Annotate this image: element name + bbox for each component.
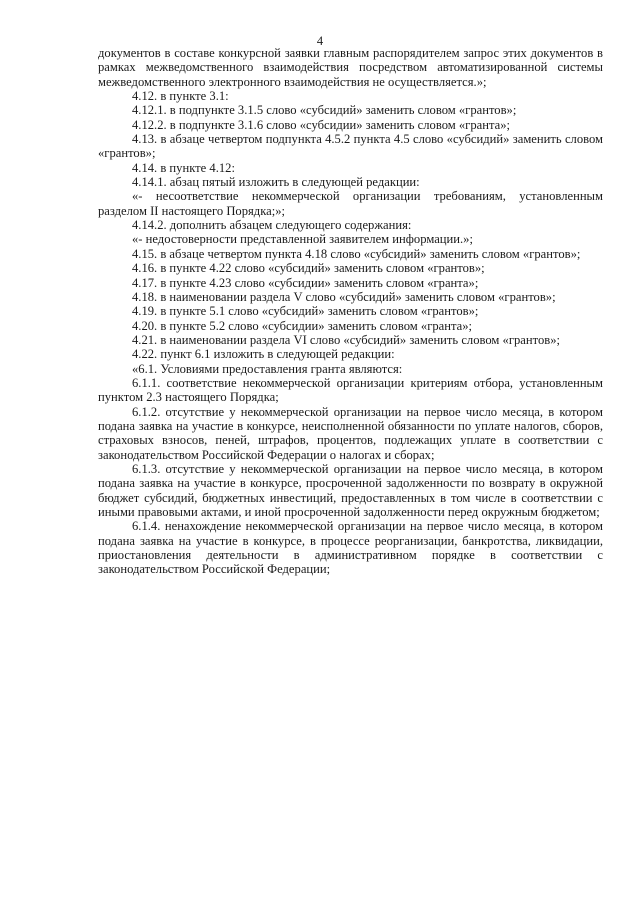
page-number: 4	[316, 34, 324, 48]
paragraph: 6.1.2. отсутствие у некоммерческой организации на первое число месяца, в котором подана заявка на участие в конкурсе, неисполненной обязанности по уплате налогов, сборов, страховых взносов, пеней, штрафов, процентов, подлежащих уплате в соответствии с законодательством Российской Федерации о налогах и сборах;	[98, 404, 603, 462]
paragraph: 4.16. в пункте 4.22 слово «субсидий» заменить словом «грантов»;	[132, 261, 485, 276]
paragraph: 4.13. в абзаце четвертом подпункта 4.5.2 пункта 4.5 слово «субсидий» заменить словом «грантов»;	[98, 132, 603, 161]
paragraph: 4.12.2. в подпункте 3.1.6 слово «субсидии» заменить словом «гранта»;	[132, 117, 510, 132]
paragraph: 4.17. в пункте 4.23 слово «субсидии» заменить словом «гранта»;	[132, 275, 479, 290]
paragraph: 6.1.3. отсутствие у некоммерческой организации на первое число месяца, в котором подана заявка на участие в конкурсе, просроченной задолженности по возврату в окружной бюджет субсидий, бюджетных инвестиций, предоставленных в том числе в соответствии с иными правовыми актами, и иной просроченной задолженности перед окружным бюджетом;	[98, 461, 603, 519]
paragraph: «6.1. Условиями предоставления гранта являются:	[132, 361, 403, 376]
paragraph: 4.18. в наименовании раздела V слово «субсидий» заменить словом «грантов»;	[132, 289, 556, 304]
paragraph: «- недостоверности представленной заявителем информации.»;	[132, 232, 473, 247]
paragraph: 4.14.2. дополнить абзацем следующего содержания:	[132, 218, 412, 233]
paragraph: документов в составе конкурсной заявки главным распорядителем запрос этих документов в рамках межведомственного взаимодействия посредством автоматизированной системы межведомственного электронного взаимодействия не осуществляется.»;	[98, 46, 603, 89]
paragraph: 6.1.4. ненахождение некоммерческой организации на первое число месяца, в котором подана заявка на участие в конкурсе, в процессе реорганизации, банкротства, ликвидации, приостановления деятельности в административном порядке в соответствии с законодательством Российской Федерации;	[98, 519, 603, 577]
paragraph: 4.14.1. абзац пятый изложить в следующей редакции:	[132, 175, 420, 190]
paragraph: 4.12. в пункте 3.1:	[132, 89, 229, 104]
paragraph: 6.1.1. соответствие некоммерческой организации критериям отбора, установленным пунктом 2.3 настоящего Порядка;	[98, 375, 603, 405]
paragraph: 4.12.1. в подпункте 3.1.5 слово «субсидий» заменить словом «грантов»;	[132, 103, 517, 118]
paragraph: 4.14. в пункте 4.12:	[132, 160, 235, 175]
document-body	[98, 46, 603, 577]
paragraph: 4.21. в наименовании раздела VI слово «субсидий» заменить словом «грантов»;	[132, 332, 560, 347]
paragraph: 4.19. в пункте 5.1 слово «субсидий» заменить словом «грантов»;	[132, 304, 479, 319]
paragraph: 4.20. в пункте 5.2 слово «субсидии» заменить словом «гранта»;	[132, 318, 473, 333]
paragraph: 4.22. пункт 6.1 изложить в следующей редакции:	[132, 347, 395, 362]
paragraph: «- несоответствие некоммерческой организации требованиям, установленным разделом II настоящего Порядка;»;	[98, 189, 603, 218]
paragraph: 4.15. в абзаце четвертом пункта 4.18 слово «субсидий» заменить словом «грантов»;	[132, 246, 581, 261]
